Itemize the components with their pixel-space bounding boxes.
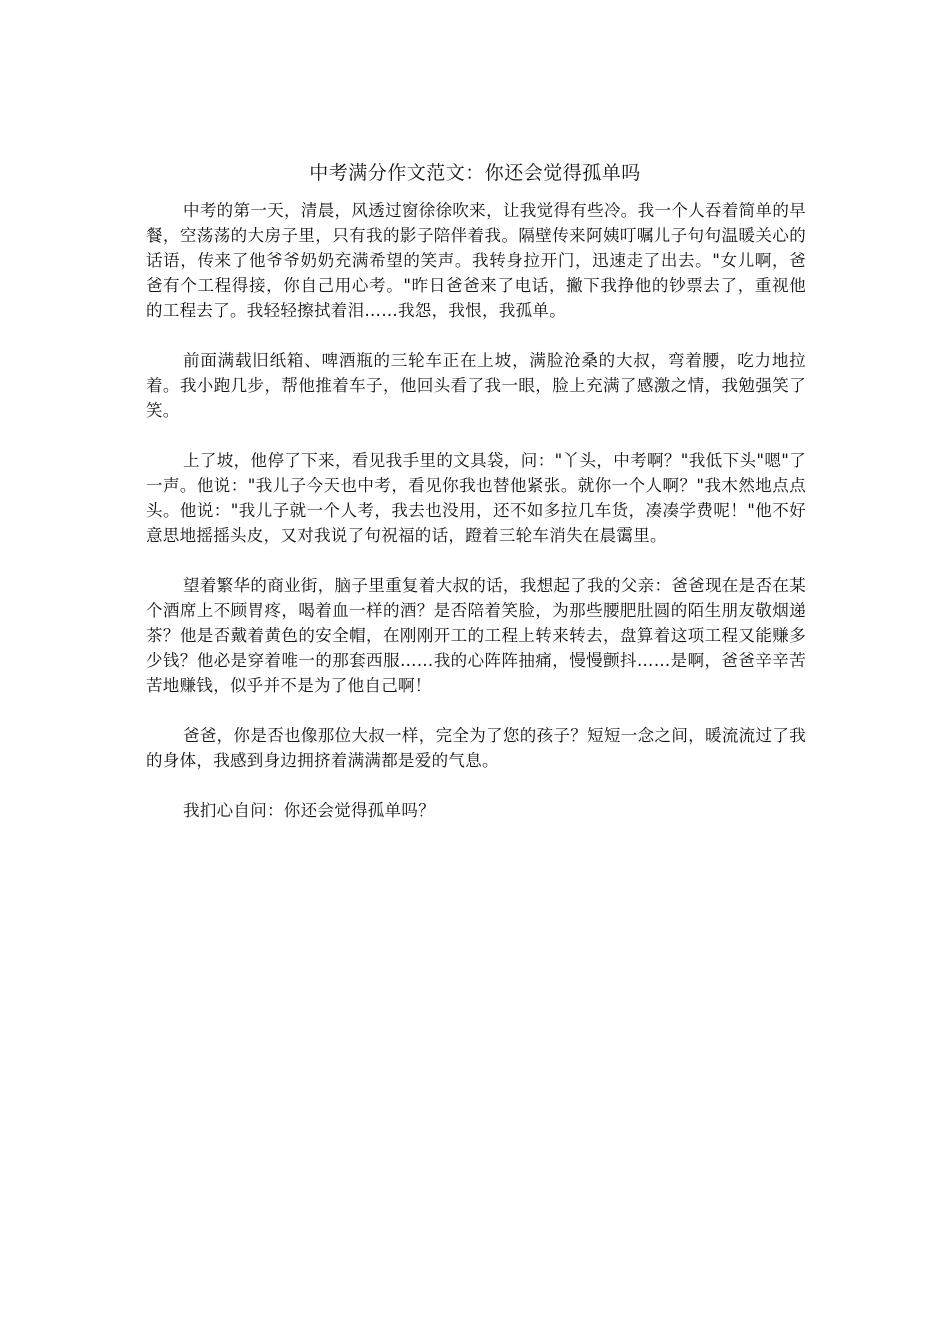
document-body bbox=[146, 198, 806, 848]
paragraph-6: 我扪心自问：你还会觉得孤单吗？ bbox=[183, 801, 435, 820]
paragraph-4: 望着繁华的商业街，脑子里重复着大叔的话，我想起了我的父亲：爸爸现在是否在某个酒席上不顾胃疼，喝着血一样的酒？是否陪着笑脸，为那些腰肥肚圆的陌生朋友敬烟递茶？他是否戴着黄色的安全帽，在刚刚开工的工程上转来转去，盘算着这项工程又能赚多少钱？他必是穿着唯一的那套西服……我的心阵阵抽痛，慢慢颤抖……是啊，爸爸辛辛苦苦地赚钱，似乎并不是为了他自己啊！ bbox=[146, 576, 806, 695]
paragraph-3: 上了坡，他停了下来，看见我手里的文具袋，问："丫头，中考啊？"我低下头"嗯"了一声。他说："我儿子今天也中考，看见你我也替他紧张。就你一个人啊？"我木然地点点头。他说："我儿子就一个人考，我去也没用，还不如多拉几车货，凑凑学费呢！"他不好意思地摇摇头皮，又对我说了句祝福的话，蹬着三轮车消失在晨霭里。 bbox=[146, 451, 806, 545]
document-title: 中考满分作文范文：你还会觉得孤单吗 bbox=[309, 162, 641, 184]
paragraph-5: 爸爸，你是否也像那位大叔一样，完全为了您的孩子？短短一念之间，暖流流过了我的身体，我感到身边拥挤着满满都是爱的气息。 bbox=[146, 726, 806, 770]
paragraph-1: 中考的第一天，清晨，风透过窗徐徐吹来，让我觉得有些冷。我一个人吞着简单的早餐，空荡荡的大房子里，只有我的影子陪伴着我。隔壁传来阿姨叮嘱儿子句句温暖关心的话语，传来了他爷爷奶奶充满希望的笑声。我转身拉开门，迅速走了出去。"女儿啊，爸爸有个工程得接，你自己用心考。"昨日爸爸来了电话，撇下我挣他的钞票去了，重视他的工程去了。我轻轻擦拭着泪……我怨，我恨，我孤单。 bbox=[146, 201, 806, 320]
paragraph-2: 前面满载旧纸箱、啤酒瓶的三轮车正在上坡，满脸沧桑的大叔，弯着腰，吃力地拉着。我小跑几步，帮他推着车子，他回头看了我一眼，脸上充满了感激之情，我勉强笑了笑。 bbox=[146, 351, 806, 420]
